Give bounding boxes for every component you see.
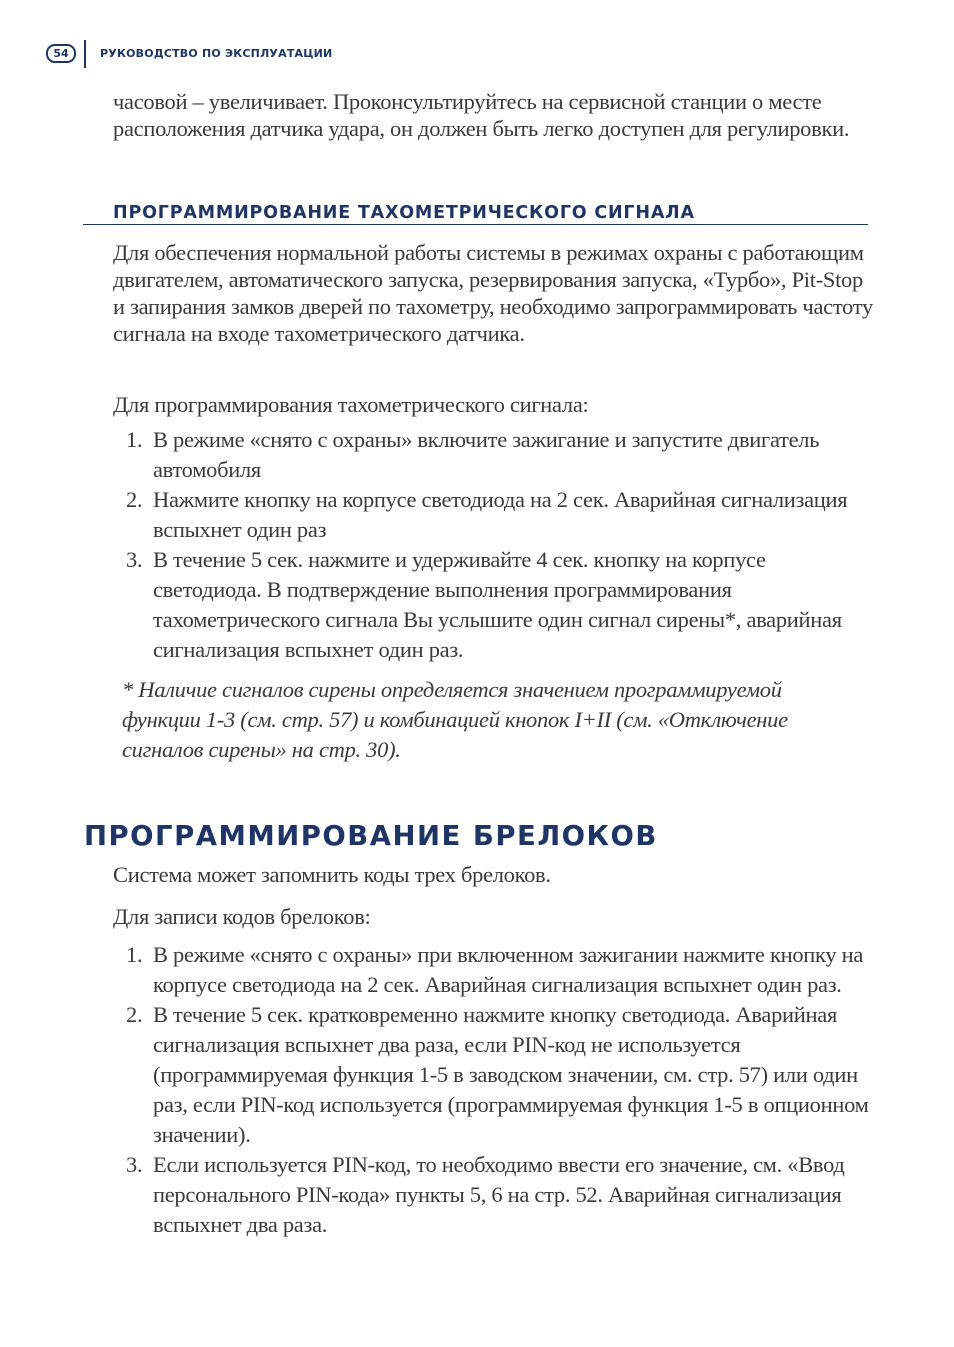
fobs-lead: Для записи кодов брелоков: bbox=[113, 904, 371, 929]
fobs-steps-list bbox=[113, 940, 873, 1240]
step-number: 3. bbox=[126, 547, 143, 572]
list-item bbox=[113, 1150, 873, 1240]
step-number: 1. bbox=[126, 427, 143, 452]
list-item bbox=[113, 545, 873, 665]
section-heading-fobs: ПРОГРАММИРОВАНИЕ БРЕЛОКОВ bbox=[84, 820, 658, 852]
section-heading-tacho: ПРОГРАММИРОВАНИЕ ТАХОМЕТРИЧЕСКОГО СИГНАЛА bbox=[113, 203, 695, 223]
list-item bbox=[113, 940, 873, 1000]
step-number: 1. bbox=[126, 942, 143, 967]
fobs-paragraph: Система может запомнить коды трех брелоков. bbox=[113, 862, 551, 887]
footnote: * Наличие сигналов сирены определяется значением программируемой функции 1-3 (см. стр. 57) и комбинацией кнопок I+II (см. «Отключение сигналов сирены» на стр. 30). bbox=[122, 677, 788, 762]
tacho-steps-list bbox=[113, 425, 873, 665]
header-title: РУКОВОДСТВО ПО ЭКСПЛУАТАЦИИ bbox=[100, 47, 333, 60]
step-number: 2. bbox=[126, 487, 143, 512]
tacho-paragraph: Для обеспечения нормальной работы системы в режимах охраны с работающим двигателем, автоматического запуска, резервирования запуска, «Турбо», Pit-Stop и запирания замков дверей по тахометру, необходимо запрограммировать частоту сигнала на входе тахометрического датчика. bbox=[113, 240, 873, 346]
step-text: В режиме «снято с охраны» включите зажигание и запустите двигатель автомобиля bbox=[153, 427, 820, 482]
section-heading-rule bbox=[83, 224, 868, 225]
list-item bbox=[113, 1000, 873, 1150]
step-text: Нажмите кнопку на корпусе светодиода на 2 сек. Аварийная сигнализация вспыхнет один раз bbox=[153, 487, 848, 542]
step-number: 2. bbox=[126, 1002, 143, 1027]
step-text: В течение 5 сек. нажмите и удерживайте 4 сек. кнопку на корпусе светодиода. В подтверждение выполнения программирования тахометрического сигнала Вы услышите один сигнал сирены*, аварийная сигнализация вспыхнет один раз. bbox=[153, 547, 842, 662]
step-text: В режиме «снято с охраны» при включенном зажигании нажмите кнопку на корпусе светодиода на 2 сек. Аварийная сигнализация вспыхнет один раз. bbox=[153, 942, 864, 997]
intro-paragraph: часовой – увеличивает. Проконсультируйтесь на сервисной станции о месте расположения датчика удара, он должен быть легко доступен для регулировки. bbox=[113, 89, 850, 141]
step-text: Если используется PIN-код, то необходимо ввести его значение, см. «Ввод персонального PIN-кода» пункты 5, 6 на стр. 52. Аварийная сигнализация вспыхнет два раза. bbox=[153, 1152, 845, 1237]
list-item bbox=[113, 485, 873, 545]
page-number-badge: 54 bbox=[46, 44, 76, 63]
step-number: 3. bbox=[126, 1152, 143, 1177]
header-divider bbox=[84, 40, 86, 68]
list-item bbox=[113, 425, 873, 485]
step-text: В течение 5 сек. кратковременно нажмите кнопку светодиода. Аварийная сигнализация вспыхнет два раза, если PIN-код не используется (программируемая функция 1-5 в заводском значении, см. стр. 57) или один раз, если PIN-код используется (программируемая функция 1-5 в опционном значении). bbox=[153, 1002, 869, 1147]
tacho-lead: Для программирования тахометрического сигнала: bbox=[113, 392, 589, 417]
